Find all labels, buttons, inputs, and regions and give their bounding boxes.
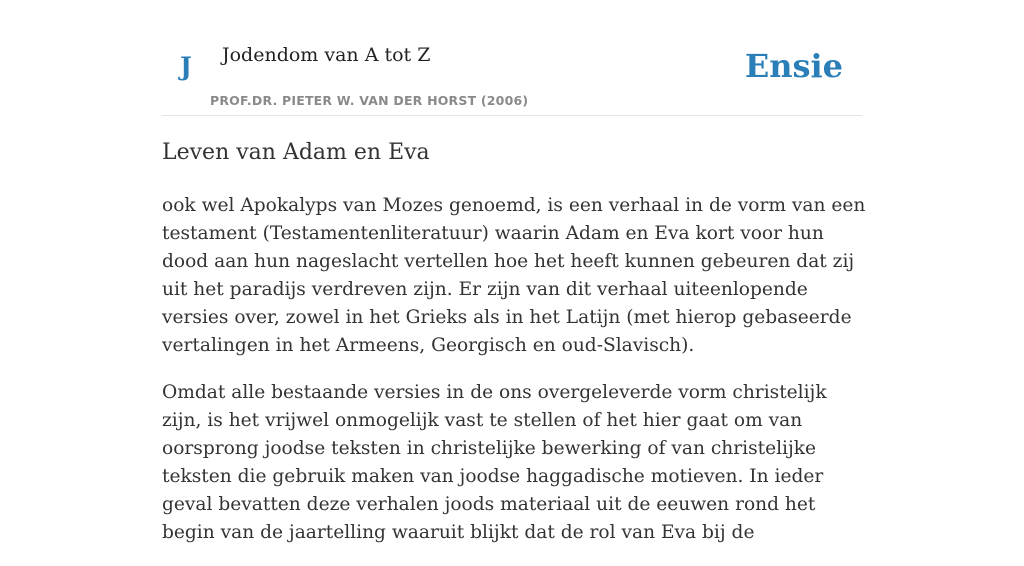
book-author: PROF.DR. PIETER W. VAN DER HORST (2006) [210,93,529,108]
entry-paragraph-2: Omdat alle bestaande versies in de ons overgeleverde vorm christelijk zijn, is het vrijwel onmogelijk vast te stellen of het hier gaat om van oorsprong joodse teksten in christelijke bewerking of van christelijke teksten die gebruik maken van joodse haggadische motieven. In ieder geval bevatten deze verhalen joods materiaal uit de eeuwen rond het begin van de jaartelling waaruit blijkt dat de rol van Eva bij de [162,382,827,543]
book-title-link[interactable]: Jodendom van A tot Z [222,44,431,66]
entry-title: Leven van Adam en Eva [162,140,430,165]
entry-body [162,192,868,566]
entry-paragraph-1: ook wel Apokalyps van Mozes genoemd, is een verhaal in de vorm van een testament (Testamentenliteratuur) waarin Adam en Eva kort voor hun dood aan hun nageslacht vertellen hoe het heeft kunnen gebeuren dat zij uit het paradijs verdreven zijn. Er zijn van dit verhaal uiteenlopende versies over, zowel in het Grieks als in het Latijn (met hierop gebaseerde vertalingen in het Armeens, Georgisch en oud-Slavisch). [162,195,866,356]
book-letter-icon: J [180,52,192,81]
book-header [162,0,862,116]
ensie-logo[interactable]: Ensie [744,47,843,85]
